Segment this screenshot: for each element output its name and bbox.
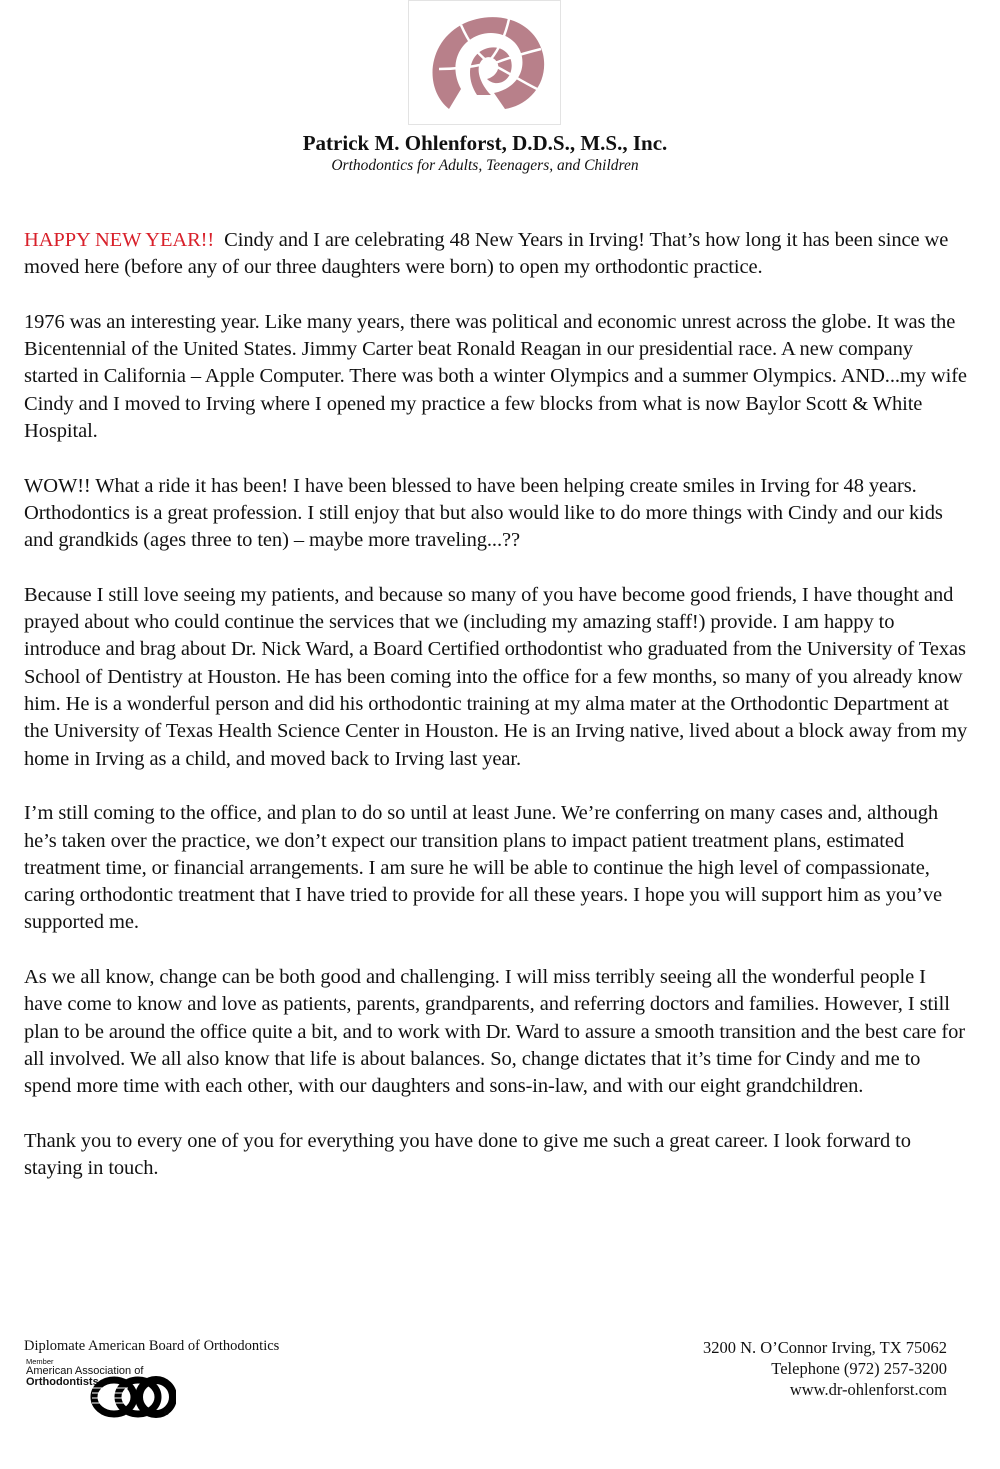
letter-paragraph-6: As we all know, change can be both good and challenging. I will miss terribly seeing all the wonderful people I have come to know and love as patients, parents, grandparents, and referring doctors and families. However, I still plan to be around the office quite a bit, and to work with Dr. Ward to assure a smooth transition and the best care for all involved. We all also know that life is about balances. So, change dictates that it’s time for Cindy and me to spend more time with each other, with our daughters and sons-in-law, and with our eight grandchildren.	[24, 966, 965, 1098]
aao-interlocking-rings-icon	[88, 1374, 176, 1420]
practice-tagline: Orthodontics for Adults, Teenagers, and Children	[331, 157, 639, 174]
aao-logo	[24, 1356, 179, 1424]
aao-association-label: American Association of	[26, 1365, 144, 1377]
letter-paragraph-2: 1976 was an interesting year. Like many years, there was political and economic unrest across the globe. It was the Bicentennial of the United States. Jimmy Carter beat Ronald Reagan in our presidential race. A new company started in California – Apple Computer. There was both a winter Olympics and a summer Olympics. AND...my wife Cindy and I moved to Irving where I opened my practice a few blocks from what is now Baylor Scott & White Hospital.	[24, 310, 967, 443]
registered-mark: ®	[164, 1410, 170, 1417]
footer-credentials	[24, 1338, 344, 1417]
letter-body	[24, 227, 969, 1210]
letter-paragraph-4: Because I still love seeing my patients, and because so many of you have become good friends, I have thought and prayed about who could continue the services that we (including my amazing staff!) provide. I am happy to introduce and brag about Dr. Nick Ward, a Board Certified orthodontist who graduated from the University of Texas School of Dentistry at Houston. He has been coming into the office for a few months, so many of you already know him. He is a wonderful person and did his orthodontic training at my alma mater at the Orthodontic Department at the University of Texas Health Science Center in Houston. He is an Irving native, lived about a block away from my home in Irving as a child, and moved back to Irving last year.	[24, 583, 968, 770]
telephone-text: Telephone (972) 257-3200	[771, 1359, 947, 1378]
letter-paragraph-7: Thank you to every one of you for everything you have done to give me such a great career. I look forward to staying in touch.	[24, 1129, 911, 1180]
nautilus-shell-icon	[419, 9, 552, 117]
website-link[interactable]: www.dr-ohlenforst.com	[789, 1380, 947, 1399]
diplomate-text: Diplomate American Board of Orthodontics	[24, 1338, 280, 1354]
footer-contact	[703, 1337, 947, 1400]
letter-paragraph-3: WOW!! What a ride it has been! I have been blessed to have been helping create smiles in Irving for 48 years. Orthodontics is a great profession. I still enjoy that but also would like to do more things with Cindy and our kids and grandkids (ages three to ten) – maybe more traveling...??	[24, 474, 943, 552]
letter-paragraph-5: I’m still coming to the office, and plan to do so until at least June. We’re conferring on many cases and, although he’s taken over the practice, we don’t expect our transition plans to impact patient treatment plans, estimated treatment time, or financial arrangements. I am sure he will be able to continue the high level of compassionate, caring orthodontic treatment that I have tried to provide for all these years. I hope you will support him as you’ve supported me.	[24, 802, 943, 934]
letter-paragraph-1	[24, 227, 969, 282]
greeting-text: HAPPY NEW YEAR!!	[24, 229, 215, 251]
practice-logo	[408, 0, 561, 125]
aao-orthodontists-label: Orthodontists	[26, 1376, 99, 1388]
practice-name: Patrick M. Ohlenforst, D.D.S., M.S., Inc.	[302, 131, 668, 155]
address-text: 3200 N. O’Connor Irving, TX 75062	[703, 1338, 947, 1357]
paragraph-1-text: Cindy and I are celebrating 48 New Years in Irving! That’s how long it has been since we moved here (before any of our three daughters were born) to open my orthodontic practice.	[24, 229, 954, 279]
aao-member-label: Member	[26, 1357, 54, 1366]
